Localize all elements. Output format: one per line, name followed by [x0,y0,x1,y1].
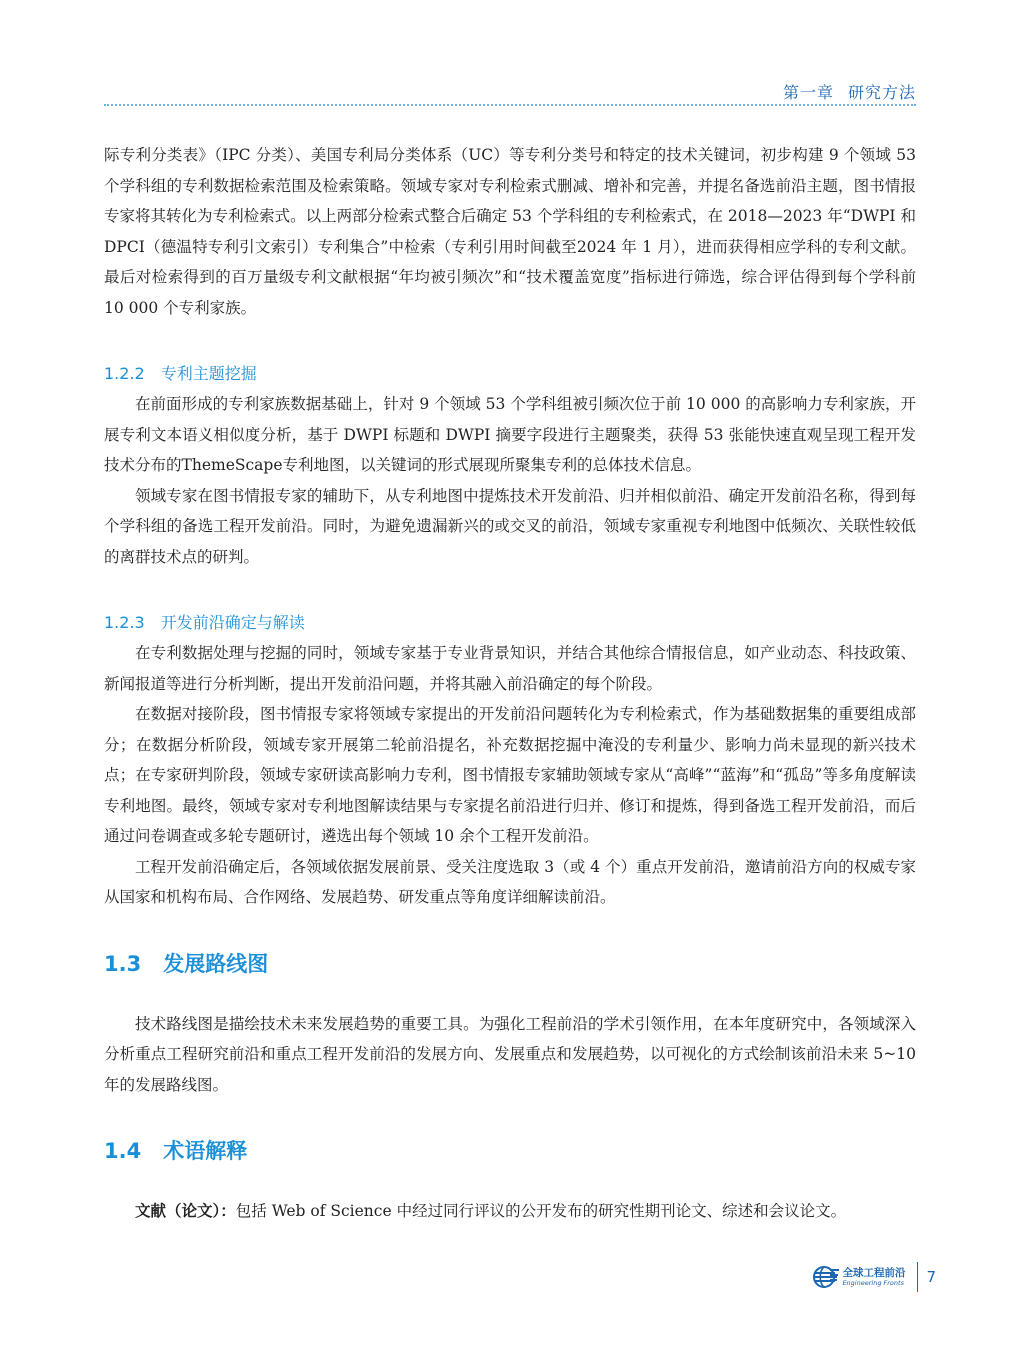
logo-chinese-text: 全球工程前沿 [842,1266,906,1279]
section-number: 1.2.2 [104,364,145,383]
chapter-label: 第一章 [782,83,834,102]
section-title: 开发前沿确定与解读 [160,613,305,632]
section-title: 发展路线图 [163,951,269,976]
engineering-fronts-logo [813,1266,905,1288]
term-text: 包括 Web of Science 中经过同行评议的公开发布的研究性期刊论文、综述和会议论文。 [235,1202,847,1220]
term-definition [104,1196,916,1227]
paragraph: 在前面形成的专利家族数据基础上，针对 9 个领域 53 个学科组被引频次位于前 10 000 的高影响力专利家族，开展专利文本语义相似度分析，基于 DWPI 标题和 DWPI 摘要字段进行主题聚类，获得 53 张能快速直观呈现工程开发技术分布的ThemeScape专利地图，以关键词的形式展现所聚集专利的总体技术信息。 [104,395,916,474]
intro-paragraph: 际专利分类表》（IPC 分类）、美国专利局分类体系（UC）等专利分类号和特定的技术关键词，初步构建 9 个领域 53 个学科组的专利数据检索范围及检索策略。领域专家对专利检索式删减、增补和完善，并提名备选前沿主题，图书情报专家将其转化为专利检索式。以上两部分检索式整合后确定 53 个学科组的专利检索式，在 2018—2023 年“DWPI 和 DPCI（德温特专利引文索引）专利集合”中检索（专利引用时间截至2024 年 1 月），进而获得相应学科的专利文献。最后对检索得到的百万量级专利文献根据“年均被引频次”和“技术覆盖宽度”指标进行筛选，综合评估得到每个学科前 10 000 个专利家族。 [104,146,916,317]
page-footer [813,1262,936,1292]
header-divider [104,104,916,106]
page-number: 7 [926,1268,936,1286]
globe-icon [813,1266,839,1288]
chapter-title: 研究方法 [847,83,916,102]
paragraph: 在数据对接阶段，图书情报专家将领域专家提出的开发前沿问题转化为专利检索式，作为基础数据集的重要组成部分；在数据分析阶段，领域专家开展第二轮前沿提名，补充数据挖掘中淹没的专利量少、影响力尚未显现的新兴技术点；在专家研判阶段，领域专家研读高影响力专利，图书情报专家辅助领域专家从“高峰”“蓝海”和“孤岛”等多角度解读专利地图。最终，领域专家对专利地图解读结果与专家提名前沿进行归并、修订和提炼，得到备选工程开发前沿，而后通过问卷调查或多轮专题研讨，遴选出每个领域 10 余个工程开发前沿。 [104,705,916,845]
section-title: 专利主题挖掘 [160,364,257,383]
running-header [783,80,916,103]
page-body [104,140,916,1227]
paragraph: 技术路线图是描绘技术未来发展趋势的重要工具。为强化工程前沿的学术引领作用，在本年度研究中，各领域深入分析重点工程研究前沿和重点工程开发前沿的发展方向、发展重点和发展趋势，以可视化的方式绘制该前沿未来 5~10 年的发展路线图。 [104,1014,916,1094]
paragraph: 工程开发前沿确定后，各领域依据发展前景、受关注度选取 3（或 4 个）重点开发前沿，邀请前沿方向的权威专家从国家和机构布局、合作网络、发展趋势、研发重点等角度详细解读前沿。 [104,857,916,906]
section-1-2-3-heading [104,608,916,638]
term-label: 文献（论文）： [135,1201,236,1220]
section-1-4-heading [104,1136,916,1166]
section-1-3-heading [104,949,916,979]
footer-divider [917,1262,918,1292]
paragraph: 领域专家在图书情报专家的辅助下，从专利地图中提炼技术开发前沿、归并相似前沿、确定开发前沿名称，得到每个学科组的备选工程开发前沿。同时，为避免遗漏新兴的或交叉的前沿，领域专家重视专利地图中低频次、关联性较低的离群技术点的研判。 [104,486,916,566]
section-number: 1.4 [104,1139,142,1163]
section-number: 1.2.3 [104,613,145,632]
section-number: 1.3 [104,951,142,976]
paragraph: 在专利数据处理与挖掘的同时，领域专家基于专业背景知识，并结合其他综合情报信息，如产业动态、科技政策、新闻报道等进行分析判断，提出开发前沿问题，并将其融入前沿确定的每个阶段。 [104,644,916,693]
section-1-2-2-heading [104,359,916,389]
section-title: 术语解释 [163,1139,248,1163]
logo-english-text: Engineering Fronts [842,1279,904,1287]
